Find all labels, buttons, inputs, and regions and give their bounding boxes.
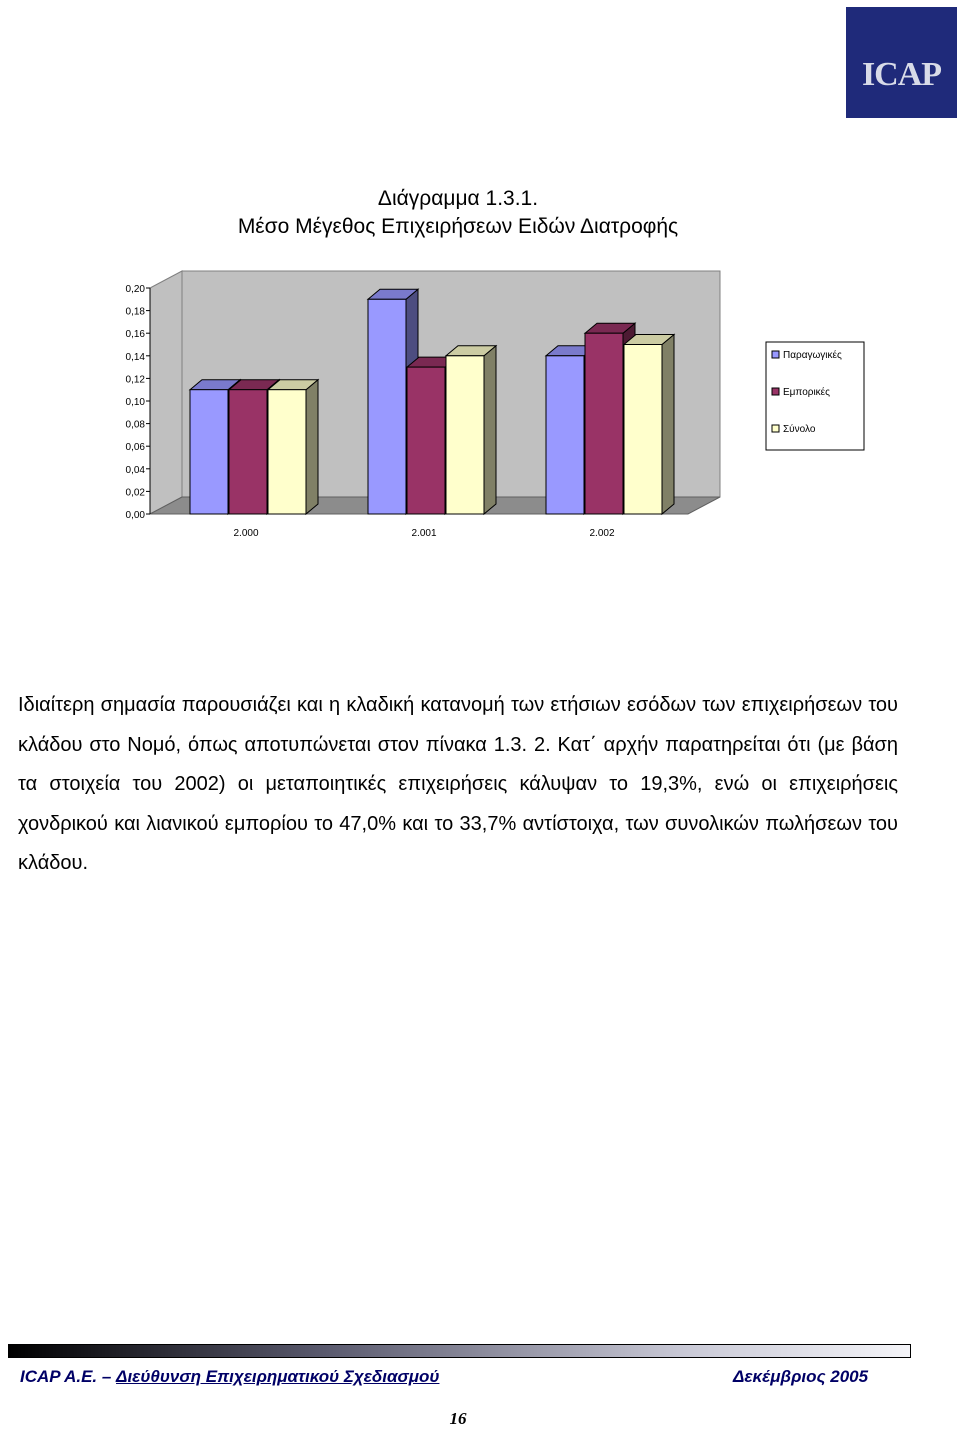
bar-chart — [0, 250, 960, 550]
legend-swatch — [772, 388, 779, 395]
y-tick-label: 0,18 — [125, 306, 145, 318]
bar — [407, 367, 445, 514]
bar-side — [484, 346, 496, 514]
footer-date: Δεκέμβριος 2005 — [733, 1367, 869, 1386]
bar-side — [662, 335, 674, 515]
body-paragraph: Ιδιαίτερη σημασία παρουσιάζει και η κλαδική κατανομή των ετήσιων εσόδων των επιχειρήσεων του κλάδου στο Νομό, όπως αποτυπώνεται στον πίνακα 1.3. 2. Κατ΄ αρχήν παρατηρείται ότι (με βάση τα στοιχεία του 2002) οι μεταποιητικές επιχειρήσεις κάλυψαν το 19,3%, ενώ οι επιχειρήσεις χονδρικού και λιανικού εμπορίου το 47,0% και το 33,7% αντίστοιχα, των συνολικών πωλήσεων του κλάδου. — [18, 694, 898, 874]
footer-company: ICAP A.E. — [20, 1367, 98, 1386]
bar — [190, 390, 228, 514]
y-tick-label: 0,08 — [125, 419, 145, 431]
legend-swatch — [772, 425, 779, 432]
bar — [624, 345, 662, 515]
bar — [268, 390, 306, 514]
legend-label: Παραγωγικές — [783, 350, 842, 361]
legend-label: Σύνολο — [783, 424, 816, 435]
footer-org: ICAP A.E. – Διεύθυνση Επιχειρηματικού Σχεδιασμού — [20, 1367, 440, 1386]
y-tick-label: 0,20 — [125, 284, 145, 295]
chart-side-wall — [150, 271, 182, 514]
bar — [229, 390, 267, 514]
y-tick-label: 0,14 — [125, 351, 145, 363]
y-tick-label: 0,02 — [125, 487, 145, 499]
page-number: 16 — [449, 1409, 467, 1428]
logo-text: ICAP — [861, 55, 942, 93]
y-tick-label: 0,06 — [125, 442, 145, 454]
figure-title: Μέσο Μέγεθος Επιχειρήσεων Ειδών Διατροφής — [237, 215, 679, 238]
x-tick-label: 2.001 — [411, 528, 437, 539]
y-tick-label: 0,16 — [125, 329, 145, 341]
y-tick-label: 0,04 — [125, 464, 145, 476]
y-tick-label: 0,00 — [125, 510, 145, 521]
x-tick-label: 2.000 — [233, 528, 259, 539]
y-tick-label: 0,12 — [125, 374, 145, 386]
bar — [585, 333, 623, 514]
bar — [368, 299, 406, 514]
icap-logo — [846, 7, 957, 118]
bar — [446, 356, 484, 514]
footer-department: Διεύθυνση Επιχειρηματικού Σχεδιασμού — [116, 1367, 440, 1386]
x-tick-label: 2.002 — [589, 528, 615, 539]
legend-label: Εμπορικές — [783, 387, 830, 398]
bar — [546, 356, 584, 514]
y-tick-label: 0,10 — [125, 397, 145, 408]
bar-side — [306, 380, 318, 514]
footer-divider — [8, 1344, 911, 1358]
legend-swatch — [772, 351, 779, 358]
figure-caption: Διάγραμμα 1.3.1. — [377, 187, 539, 210]
